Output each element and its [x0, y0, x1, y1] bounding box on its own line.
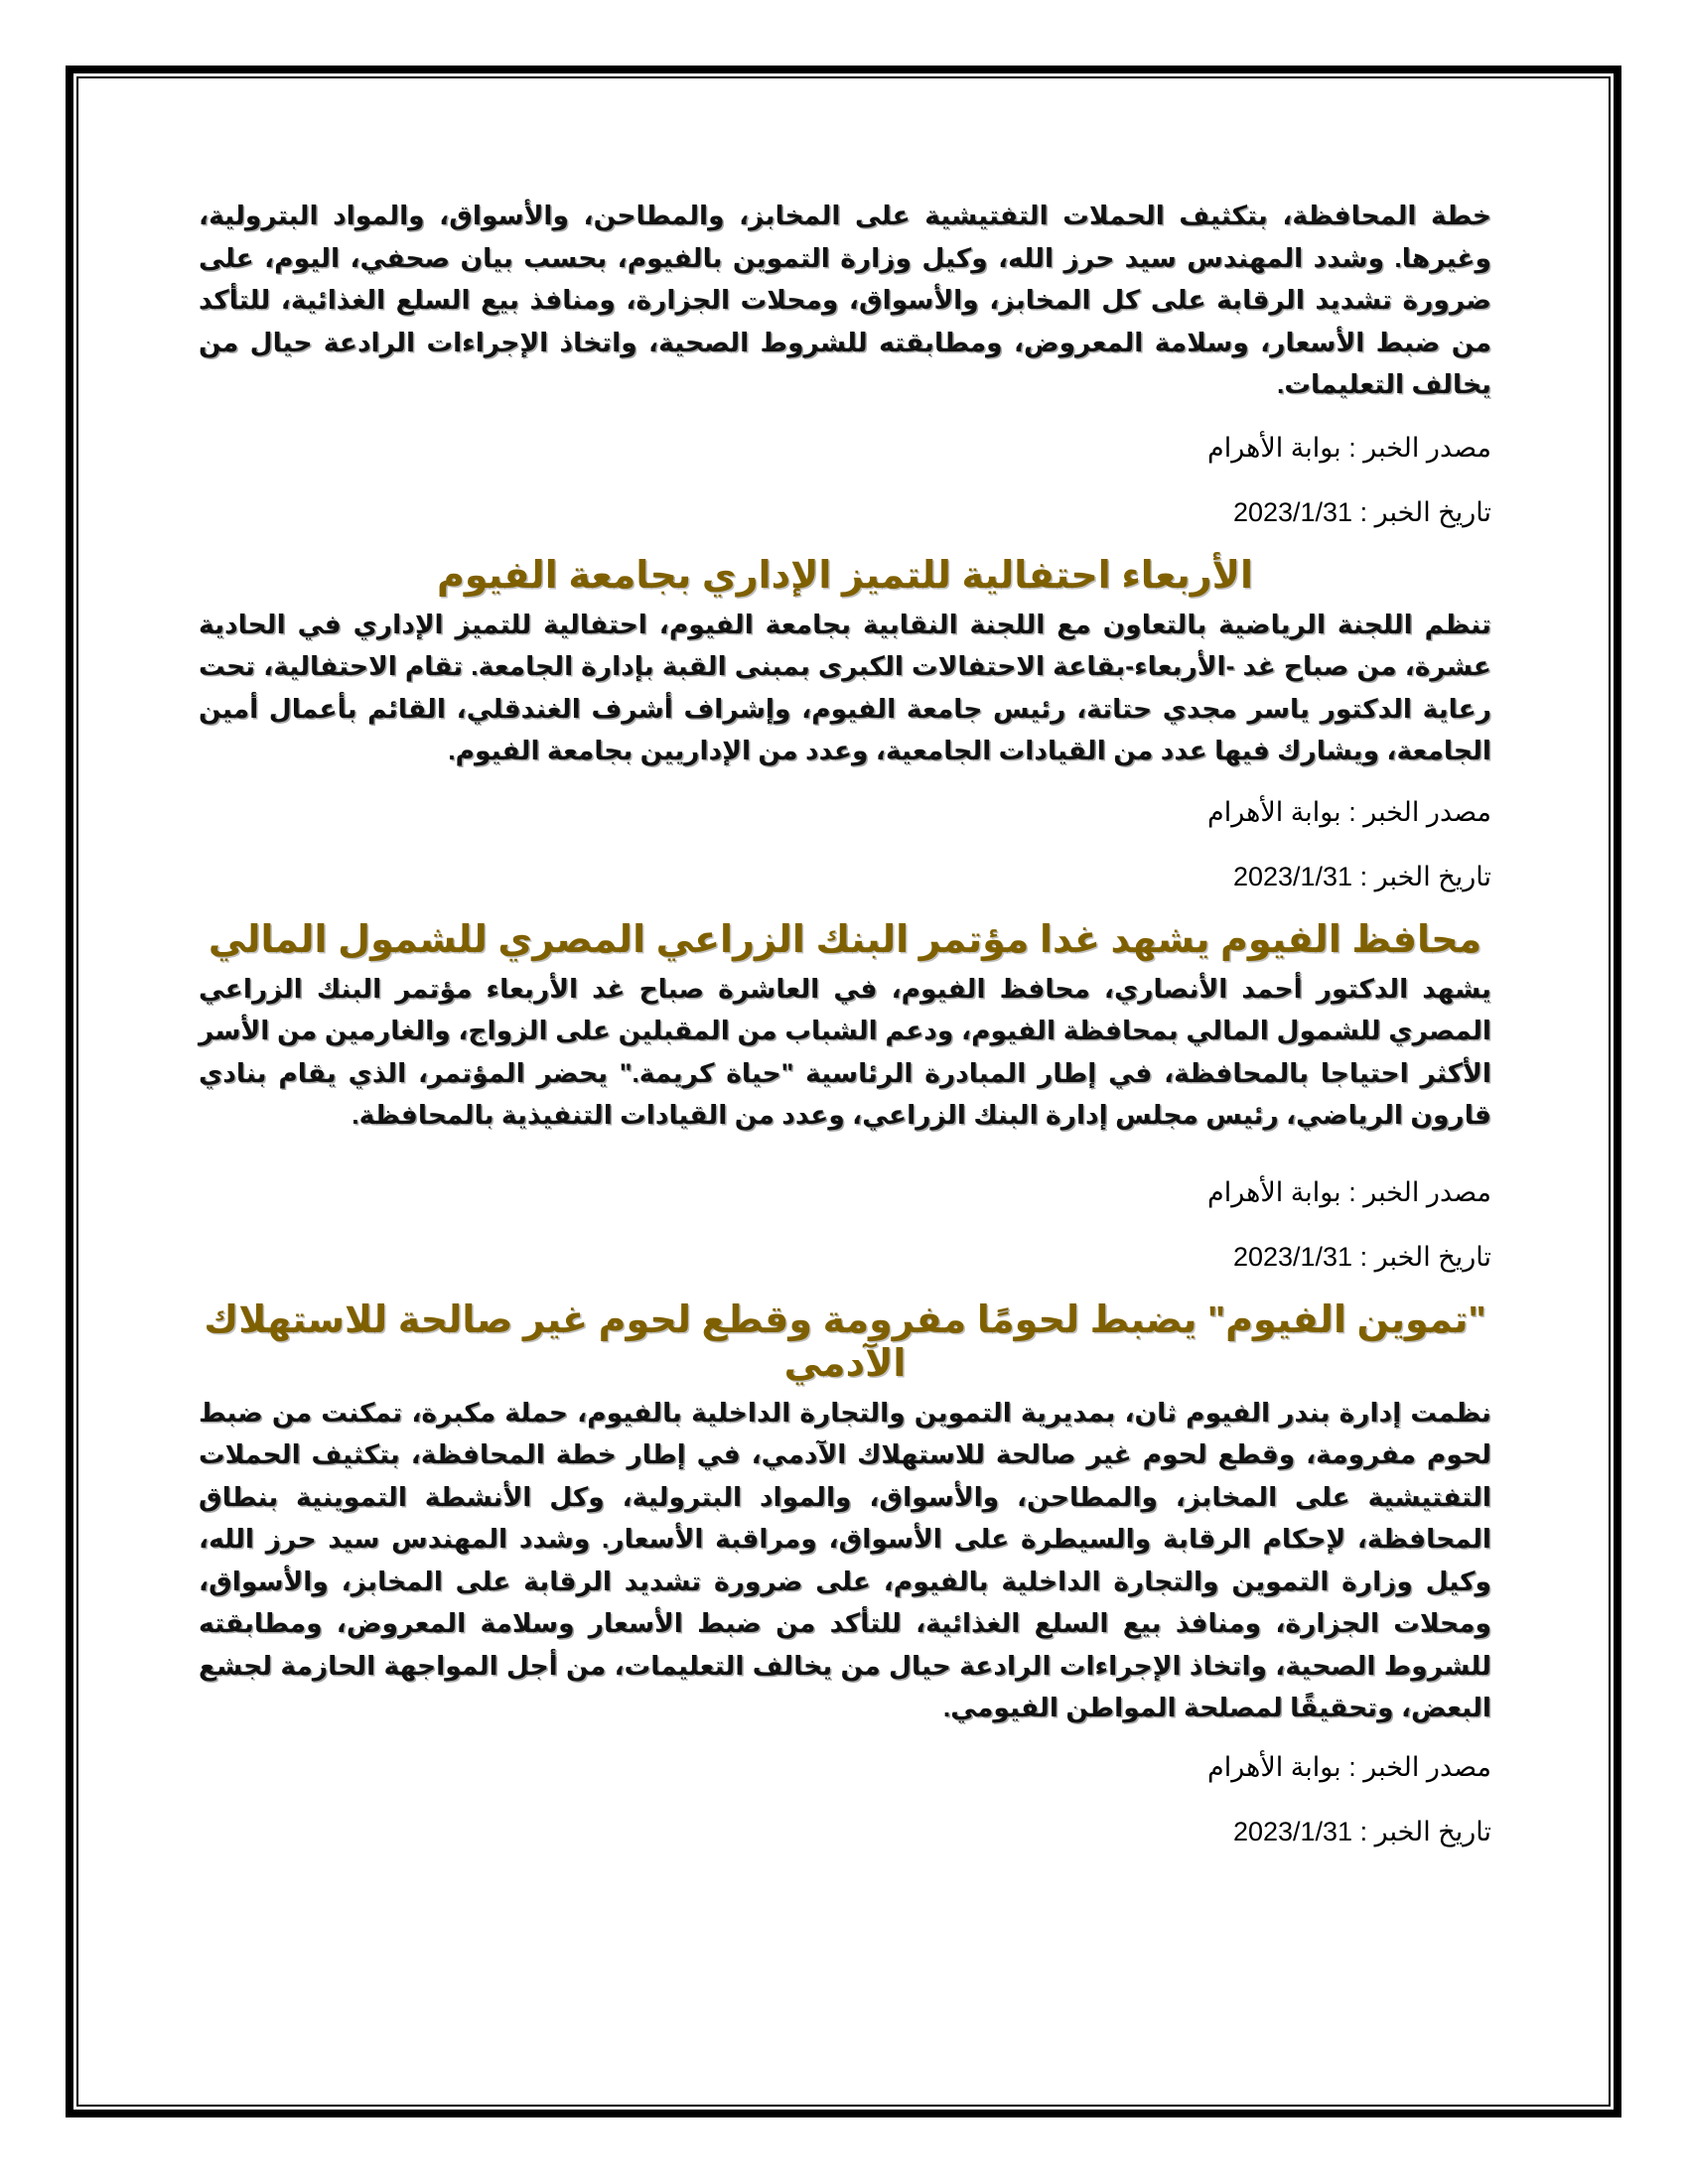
news-article	[199, 554, 1491, 892]
article-source: مصدر الخبر : بوابة الأهرام	[1206, 1176, 1491, 1207]
article-date: تاريخ الخبر : 2023/1/31	[1232, 496, 1491, 527]
article-source: مصدر الخبر : بوابة الأهرام	[1206, 1751, 1491, 1782]
news-article	[199, 195, 1491, 528]
document-content	[199, 195, 1491, 1847]
article-date: تاريخ الخبر : 2023/1/31	[1232, 861, 1491, 891]
article-date: تاريخ الخبر : 2023/1/31	[1232, 1241, 1491, 1272]
article-date: تاريخ الخبر : 2023/1/31	[1232, 1816, 1491, 1846]
article-headline: "تموين الفيوم" يضبط لحومًا مفرومة وقطع لحوم غير صالحة للاستهلاك الآدمي	[204, 1298, 1486, 1385]
article-body: تنظم اللجنة الرياضية بالتعاون مع اللجنة النقابية بجامعة الفيوم، احتفالية للتميز الإداري في الحادية عشرة، من صباح غد -الأربعاء-بقاعة الاحتفالات الكبرى بمبنى القبة بإدارة الجامعة. تقام الاحتفالية، تحت رعاية الدكتور ياسر مجدي حتاتة، رئيس جامعة الفيوم، وإشراف أشرف الغندقلي، القائم بأعمال أمين الجامعة، ويشارك فيها عدد من القيادات الجامعية، وعدد من الإداريين بجامعة الفيوم.	[199, 609, 1491, 765]
article-headline: الأربعاء احتفالية للتميز الإداري بجامعة الفيوم	[436, 554, 1253, 597]
news-article	[199, 1298, 1491, 1847]
article-source: مصدر الخبر : بوابة الأهرام	[1206, 432, 1491, 463]
article-source: مصدر الخبر : بوابة الأهرام	[1206, 796, 1491, 827]
article-body: نظمت إدارة بندر الفيوم ثان، بمديرية التموين والتجارة الداخلية بالفيوم، حملة مكبرة، تمكنت من ضبط لحوم مفرومة، وقطع لحوم غير صالحة للاستهلاك الآدمي، في إطار خطة المحافظة، بتكثيف الحملات التفتيشية على المخابز، والمطاحن، والأسواق، والمواد البترولية، وكل الأنشطة التموينية بنطاق المحافظة، لإحكام الرقابة والسيطرة على الأسواق، ومراقبة الأسعار. وشدد المهندس سيد حرز الله، وكيل وزارة التموين والتجارة الداخلية بالفيوم، على ضرورة تشديد الرقابة على المخابز، والأسواق، ومحلات الجزارة، ومنافذ بيع السلع الغذائية، للتأكد من ضبط الأسعار وسلامة المعروض، ومطابقته للشروط الصحية، واتخاذ الإجراءات الرادعة حيال من يخالف التعليمات، من أجل المواجهة الحازمة لجشع البعض، وتحقيقًا لمصلحة المواطن الفيومي.	[199, 1397, 1491, 1722]
article-body: خطة المحافظة، بتكثيف الحملات التفتيشية على المخابز، والمطاحن، والأسواق، والمواد البترولية، وغيرها. وشدد المهندس سيد حرز الله، وكيل وزارة التموين بالفيوم، بحسب بيان صحفي، اليوم، على ضرورة تشديد الرقابة على كل المخابز، والأسواق، ومحلات الجزارة، ومنافذ بيع السلع الغذائية، للتأكد من ضبط الأسعار، وسلامة المعروض، ومطابقته للشروط الصحية، واتخاذ الإجراءات الرادعة حيال من يخالف التعليمات.	[199, 201, 1491, 399]
article-headline: محافظ الفيوم يشهد غدا مؤتمر البنك الزراعي المصري للشمول المالي	[208, 918, 1482, 961]
article-body: يشهد الدكتور أحمد الأنصاري، محافظ الفيوم، في العاشرة صباح غد الأربعاء مؤتمر البنك الزراعي المصري للشمول المالي بمحافظة الفيوم، ودعم الشباب من المقبلين على الزواج، والغارمين من الأسر الأكثر احتياجا بالمحافظة، في إطار المبادرة الرئاسية "حياة كريمة." يحضر المؤتمر، الذي يقام بنادي قارون الرياضي، رئيس مجلس إدارة البنك الزراعي، وعدد من القيادات التنفيذية بالمحافظة.	[199, 973, 1491, 1130]
news-article	[199, 918, 1491, 1273]
